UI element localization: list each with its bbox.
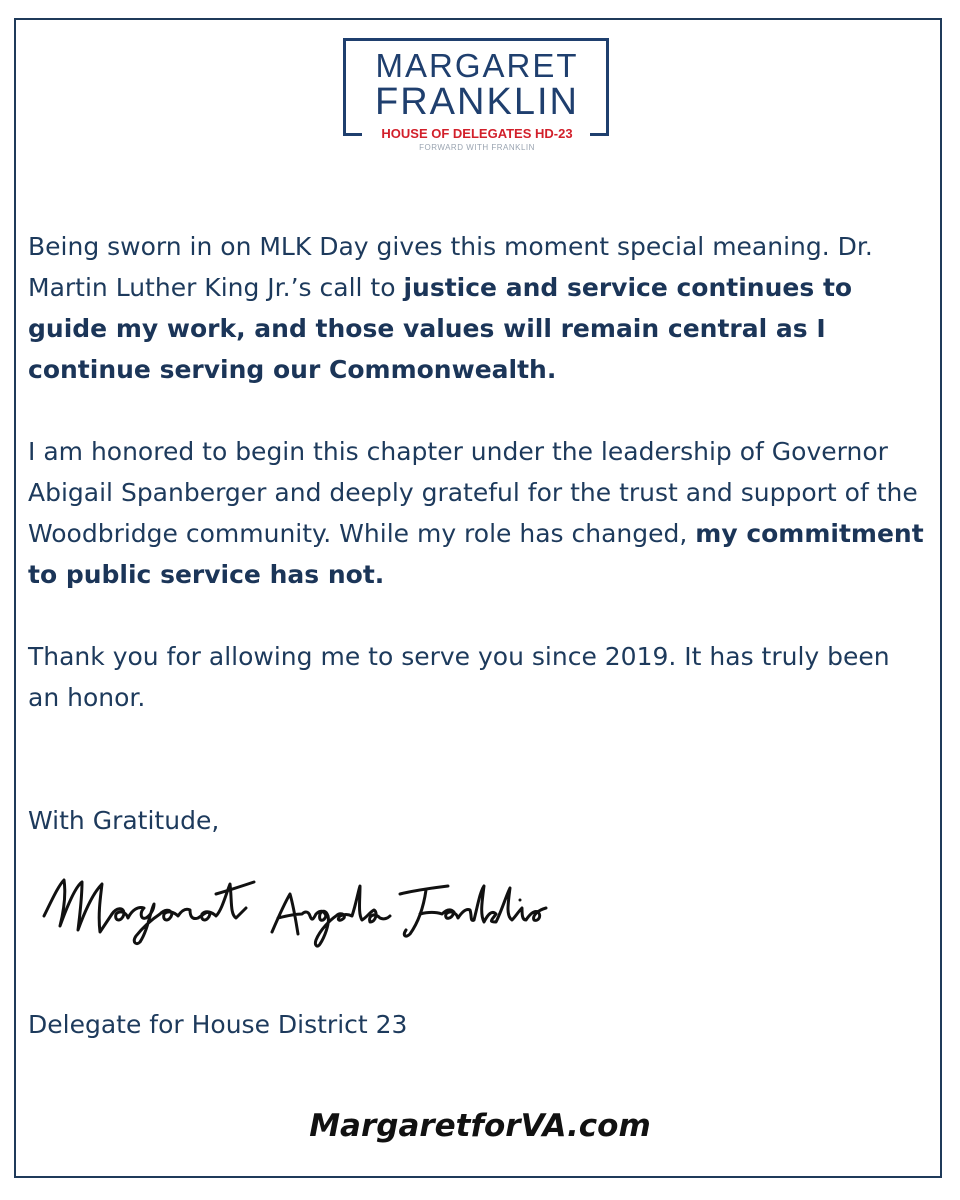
paragraph-1-text: Being sworn in on MLK Day gives this moment special meaning. Dr. Martin Luther King Jr.’s call to [28, 232, 873, 302]
paragraph-1 [28, 226, 928, 390]
handwritten-signature [40, 864, 550, 954]
paragraph-3: Thank you for allowing me to serve you since 2019. It has truly been an honor. [28, 642, 890, 712]
paragraph-1-bold: justice and service continues to guide my work, and those values will remain central as I continue serving our Commonwealth. [28, 273, 853, 384]
logo-tagline: FORWARD WITH FRANKLIN [419, 143, 535, 152]
website-link[interactable]: MargaretforVA.com [309, 1108, 651, 1144]
paragraph-2 [28, 431, 928, 595]
logo-last-name: FRANKLIN [375, 81, 579, 123]
campaign-logo [343, 38, 611, 152]
logo-subtitle: HOUSE OF DELEGATES HD-23 [381, 126, 573, 141]
signatory-title: Delegate for House District 23 [28, 1010, 408, 1039]
paragraph-2-bold: my commitment to public service has not. [28, 519, 924, 589]
paragraph-2-text: I am honored to begin this chapter under the leadership of Governor Abigail Spanberger and deeply grateful for the trust and support of the Woodbridge community. While my role has changed, [28, 437, 918, 548]
closing-salutation: With Gratitude, [28, 806, 220, 835]
logo-first-name: MARGARET [375, 47, 579, 84]
